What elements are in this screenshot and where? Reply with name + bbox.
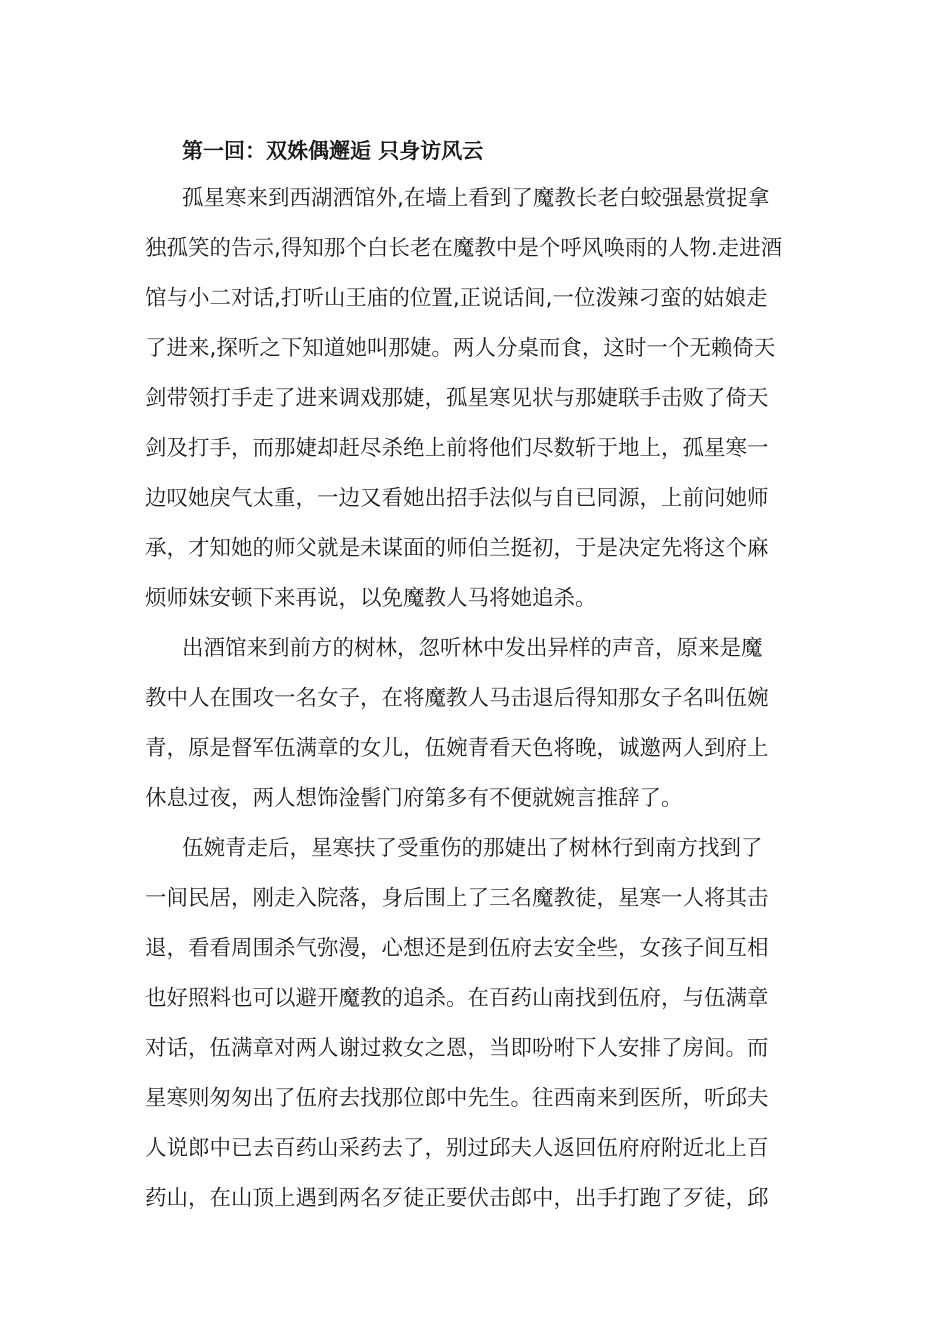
- text-line: 药山，在山顶上遇到两名歹徒正要伏击郎中，出手打跑了歹徒，邱: [145, 1186, 769, 1211]
- text-line: 独孤笑的告示,得知那个白长老在魔教中是个呼风唤雨的人物.走进酒: [145, 236, 783, 261]
- text-line: 退，看看周围杀气弥漫，心想还是到伍府去安全些，女孩子间互相: [145, 936, 769, 961]
- text-line: 休息过夜，两人想饰淦髻门府第多有不便就婉言推辞了。: [145, 786, 683, 811]
- text-line: 教中人在围攻一名女子，在将魔教人马击退后得知那女子名叫伍婉: [145, 686, 769, 711]
- paragraph-1: [145, 174, 805, 624]
- text-line: 烦师妹安顿下来再说，以免魔教人马将她追杀。: [145, 586, 597, 611]
- chapter-heading: 第一回：双姝偶邂逅 只身访风云: [182, 139, 484, 163]
- paragraph-2: [145, 624, 805, 824]
- text-line: 孤星寒来到西湖洒馆外,在墙上看到了魔教长老白蛟强悬赏捉拿: [182, 186, 770, 211]
- text-line: 出酒馆来到前方的树林，忽听林中发出异样的声音，原来是魔: [182, 636, 763, 661]
- text-line: 了进来,探听之下知道她叫那婕。两人分桌而食，这时一个无赖倚天: [145, 336, 776, 361]
- text-line: 星寒则匆匆出了伍府去找那位郎中先生。往西南来到医所，听邱夫: [145, 1086, 769, 1111]
- text-line: 人说郎中已去百药山采药去了，别过邱夫人返回伍府府附近北上百: [145, 1136, 769, 1161]
- text-line: 承，才知她的师父就是未谋面的师伯兰挺初，于是决定先将这个麻: [145, 536, 769, 561]
- paragraph-3: [145, 824, 805, 1224]
- text-line: 边叹她戾气太重，一边又看她出招手法似与自已同源，上前问她师: [145, 486, 769, 511]
- text-line: 剑带领打手走了进来调戏那婕，孤星寒见状与那婕联手击败了倚天: [145, 386, 769, 411]
- text-line: 也好照料也可以避开魔教的追杀。在百药山南找到伍府，与伍满章: [145, 986, 769, 1011]
- text-line: 对话，伍满章对两人谢过救女之恩，当即吩咐下人安排了房间。而: [145, 1036, 769, 1061]
- text-line: 馆与小二对话,打听山王庙的位置,正说话间,一位泼辣刁蛮的姑娘走: [145, 286, 768, 311]
- text-line: 一间民居，刚走入院落，身后围上了三名魔教徒，星寒一人将其击: [145, 886, 769, 911]
- document-body: [145, 128, 805, 1224]
- text-line: 剑及打手，而那婕却赶尽杀绝上前将他们尽数斩于地上，孤星寒一: [145, 436, 769, 461]
- text-line: 青，原是督军伍满章的女儿，伍婉青看天色将晚，诚邀两人到府上: [145, 736, 769, 761]
- text-line: 伍婉青走后，星寒扶了受重伤的那婕出了树林行到南方找到了: [182, 836, 763, 861]
